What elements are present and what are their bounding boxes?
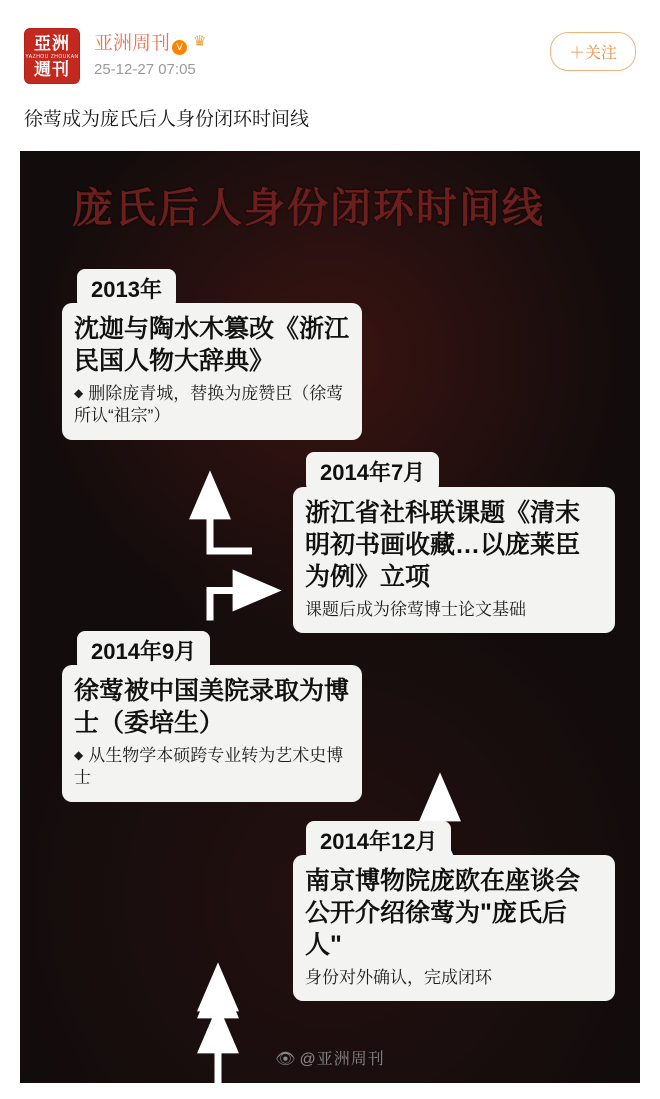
- account-name-row: [94, 28, 550, 54]
- post-body-text: 徐莺成为庞氏后人身份闭环时间线: [24, 109, 310, 130]
- node-main-text: 浙江省社科联课题《清末明初书画收藏…以庞莱臣为例》立项: [305, 498, 581, 591]
- node-main-text: 沈迦与陶水木篡改《浙江民国人物大辞典》: [74, 314, 350, 375]
- date-tag-2014-12: 2014年12月: [306, 821, 451, 861]
- infographic-title: 庞氏后人身份闭环时间线: [72, 184, 545, 231]
- date-tag-2013: 2013年: [77, 269, 176, 309]
- node-sub-text: ◆ 删除庞青城，替换为庞赞臣（徐莺所认“祖宗”）: [74, 383, 350, 429]
- node-sub-text: ◆ 从生物学本硕跨专业转为艺术史博士: [74, 745, 350, 791]
- post-header: [0, 0, 660, 84]
- post-timestamp: 25-12-27 07:05: [94, 61, 196, 78]
- node-main-text: 徐莺被中国美院录取为博士（委培生）: [74, 676, 350, 737]
- crown-icon: ♛: [193, 32, 207, 50]
- date-tag-2014-09: 2014年9月: [77, 631, 210, 671]
- watermark-text: @亚洲周刊: [299, 1050, 385, 1068]
- account-name[interactable]: 亚洲周刊: [94, 32, 171, 54]
- header-text-block: [94, 28, 550, 78]
- weibo-eye-icon: 👁: [275, 1048, 297, 1068]
- timeline-node-2014-12[interactable]: [293, 855, 615, 1002]
- node-sub-text: 身份对外确认，完成闭环: [305, 967, 492, 987]
- avatar[interactable]: [24, 28, 80, 84]
- timeline-node-2014-09[interactable]: [62, 665, 362, 803]
- avatar-mid-text: 週刊: [34, 59, 70, 79]
- avatar-pinyin: YAZHOU ZHOUKAN: [25, 53, 79, 60]
- node-main-text: 南京博物院庞欧在座谈会公开介绍徐莺为"庞氏后人": [305, 866, 581, 959]
- avatar-top-text: 亞洲: [34, 33, 70, 53]
- name-and-badge: [94, 28, 187, 55]
- timeline-node-2014-07[interactable]: [293, 487, 615, 634]
- timeline-node-2013[interactable]: [62, 303, 362, 441]
- infographic-image[interactable]: [20, 151, 640, 1083]
- verified-badge-icon: V: [172, 40, 187, 55]
- follow-button[interactable]: ＋关注: [550, 32, 636, 71]
- image-watermark: [20, 1046, 640, 1069]
- node-sub-text: 课题后成为徐莺博士论文基础: [305, 599, 526, 619]
- date-tag-2014-07: 2014年7月: [306, 452, 439, 492]
